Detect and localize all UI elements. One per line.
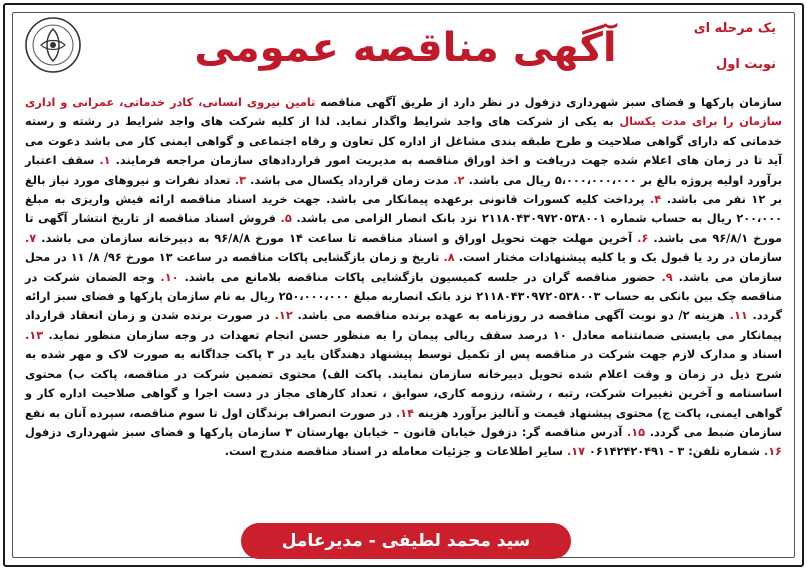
clause-6: ۶. آخرین مهلت جهت تحویل اوراق و اسناد مناقصه تا ساعت ۱۴ مورخ ۹۶/۸/۸ به دبیرخانه سازمان می باشد.: [41, 231, 649, 245]
clause-1: ۱. سقف اعتبار برآورد اولیه پروژه بالغ بر ۵،۰۰۰،۰۰۰،۰۰۰ ریال می باشد.: [25, 154, 782, 187]
signature-banner: سید محمد لطیفی - مدیرعامل: [241, 523, 571, 559]
clause-13: ۱۳. اسناد و مدارک لازم جهت شرکت در مناقصه پس از تکمیل توسط پیشنهاد دهندگان باید در ۳ پاکت جداگانه به صورت لاک و مهر شده به شرح ذیل در زمان و وقت اعلام شده تحویل دبیرخانه سازمان نمایند. پاکت الف) محتوی تضمین شرکت در مناقصه، پاکت ب) محتوی اساسنامه و آخرین تغییرات شرکت، رتبه ، رشته، رزومه کاری، سوابق ، تعداد کارهای مجاز در دست اجرا و گواهی صلاحیت اداره کار و گواهی ایمنی، پاکت ج) محتوی پیشنهاد قیمت و آنالیز برآورد هزینه: [25, 328, 782, 420]
notice-body: [25, 93, 782, 462]
clause-14: ۱۴. در صورت انصراف برندگان اول تا سوم مناقصه، سپرده آنان به نفع سازمان ضبط می گردد.: [25, 406, 782, 439]
clause-5: ۵. فروش اسناد مناقصه از تاریخ انتشار آگهی تا مورخ ۹۶/۸/۱ می باشد.: [25, 212, 783, 245]
clause-2: ۲. مدت زمان قرارداد یکسال می باشد.: [250, 173, 465, 187]
intro-text: سازمان پارکها و فضای سبز شهرداری دزفول در نظر دارد از طریق آگهی مناقصه: [315, 96, 782, 109]
clause-16: ۱۶. شماره تلفن: ۳ - ۰۶۱۴۲۴۲۰۴۹۱: [589, 445, 782, 459]
clause-7: ۷. سازمان در رد یا قبول یک و یا کلیه پیشنهادات مختار است.: [25, 231, 783, 265]
clause-3: ۳. تعداد نفرات و نیروهای مورد نیاز بالغ بر ۱۲ نفر می باشد.: [25, 173, 782, 207]
publication-round-label: نوبت اول: [715, 57, 776, 72]
clause-11: ۱۱. هزینه ۲/ دو نوبت آگهی مناقصه در روزنامه به عهده برنده مناقصه می باشد.: [297, 309, 748, 323]
intro-text-continued: به یکی از شرکت های واجد شرایط واگذار نماید. لذا از کلیه شرکت های واجد شرایط در رشته و رسته خدماتی که دارای گواهی صلاحیت و طرح طبقه بندی مشاغل از اداره کل تعاون و رفاه اجتماعی و گواهی ایمنی کار می باشد دعوت می آید تا در زمان های اعلام شده جهت دریافت و اخذ اوراق مناقصه به مدیریت امور قراردادهای سازمان مراجعه فرمایند.: [25, 115, 783, 168]
page-title: آگهی مناقصه عمومی: [194, 25, 617, 71]
clause-17: ۱۷. سایر اطلاعات و جزئیات معامله در اسناد مناقصه مندرج است.: [224, 445, 586, 459]
clause-8: ۸. تاریخ و زمان بازگشایی پاکات مناقصه در ساعت ۱۳ مورخ ۹۶/ ۸/ ۱۱ در محل سازمان می باشد.: [25, 251, 783, 284]
tender-stage-label: یک مرحله ای: [693, 21, 776, 36]
notice-frame: [3, 3, 804, 567]
clause-4: ۴. پرداخت کلیه کسورات قانونی برعهده پیمانکار می باشد. جهت خرید اسناد مناقصه ارائه فیش واریزی به مبلغ ۲۰۰،۰۰۰ ریال به حساب شماره ۲۱۱۸۰۴۳۰۹۷۲۰۵۳۸۰۰۱ نزد بانک انصار الزامی می باشد.: [25, 193, 782, 226]
clause-15: ۱۵. آدرس مناقصه گر: دزفول خیابان قانون – خیابان بهارستان ۳ سازمان پارکها و فضای سبز شهرداری دزفول: [25, 425, 646, 439]
clause-10: ۱۰. وجه الضمان شرکت در مناقصه چک بین بانکی به حساب ۲۱۱۸۰۴۳۰۹۷۲۰۵۳۸۰۰۳ نزد بانک انصاربه مبلغ ۲۵۰،۰۰۰،۰۰۰ ریال به نام سازمان پارکها و فضای سبز ارائه گردد.: [25, 270, 783, 323]
tender-subject: تامین نیروی انسانی، کادر خدماتی، عمرانی و اداری سازمان را برای مدت یکسال: [25, 96, 782, 129]
clause-12: ۱۲. در صورت برنده شدن و زمان انعقاد قرارداد پیمانکار می بایستی ضمانتنامه معادل ۱۰ درصد سقف ریالی پیمان را به منظور حسن انجام تعهدات در وجه سازمان منظور نماید.: [25, 309, 782, 342]
clause-9: ۹. حضور مناقصه گران در جلسه کمیسیون بازگشایی پاکات مناقصه بلامانع می باشد.: [184, 270, 673, 284]
